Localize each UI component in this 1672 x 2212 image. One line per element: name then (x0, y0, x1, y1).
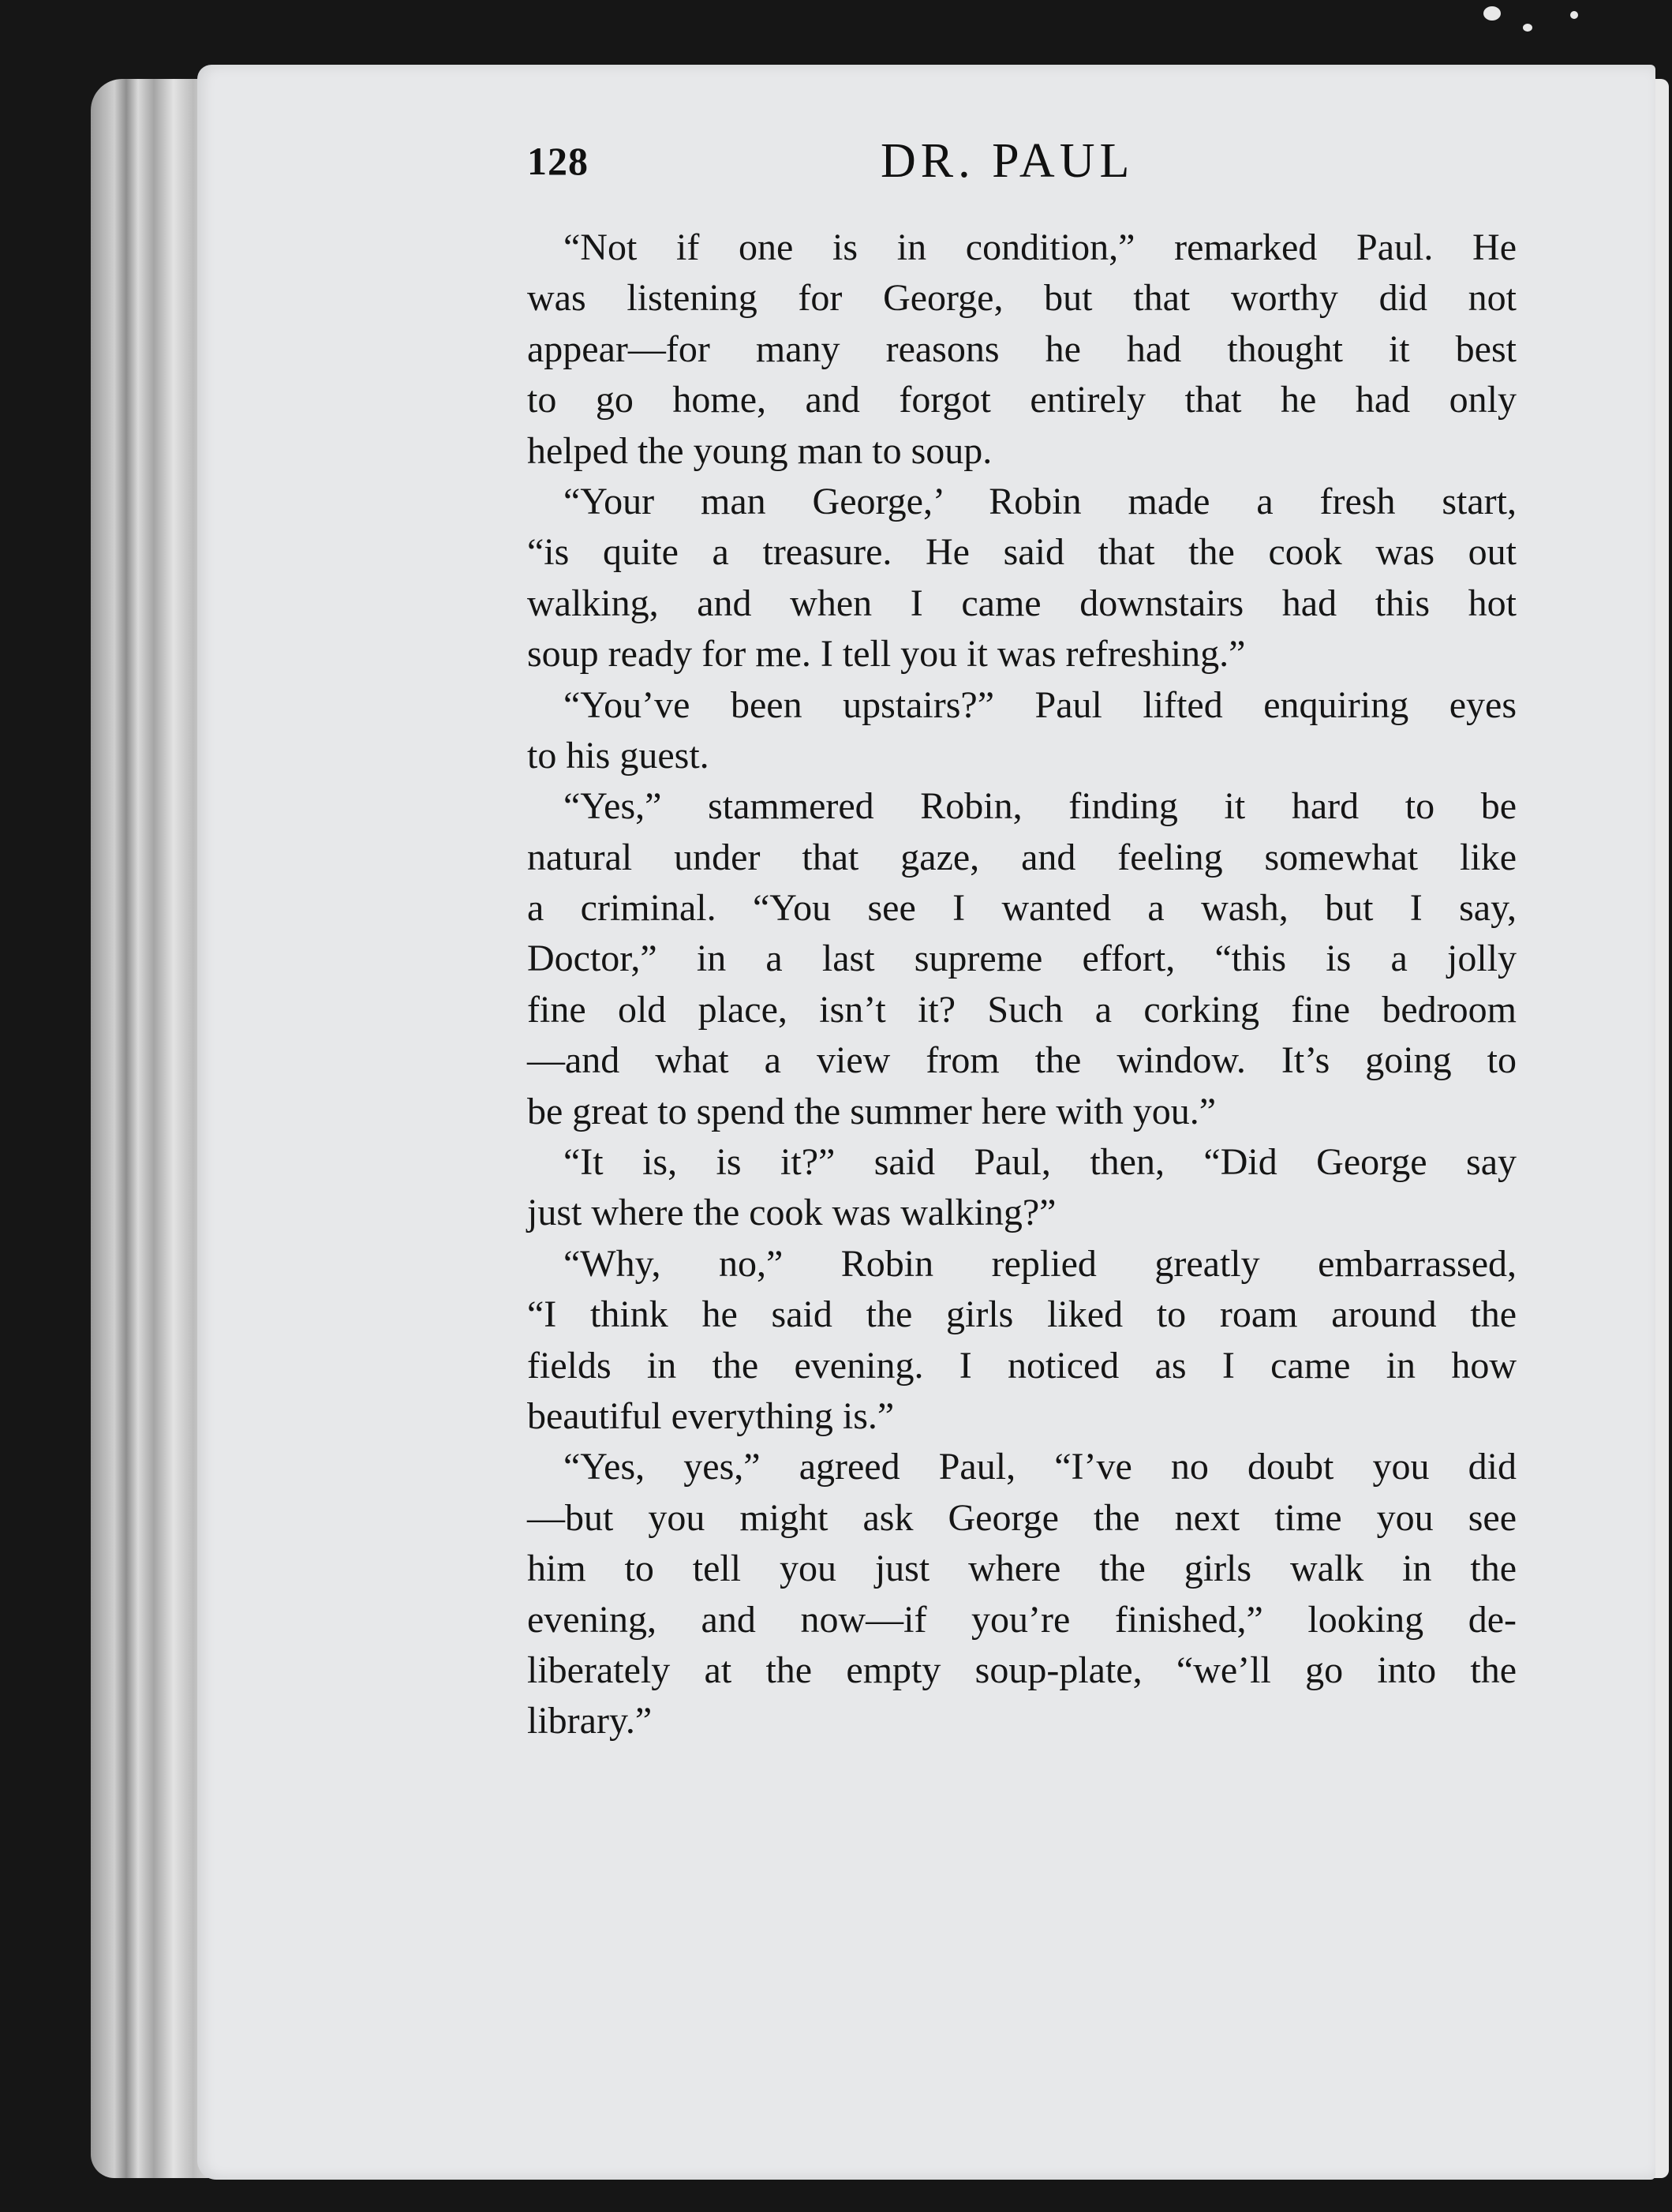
paragraph (527, 223, 1517, 477)
text-line: “is quite a treasure. He said that the cook was out (527, 531, 1517, 574)
paragraph (527, 680, 1517, 782)
text-line: library.” (527, 1700, 653, 1742)
running-head (527, 134, 1525, 193)
text-line: “Yes, yes,” agreed Paul, “I’ve no doubt you did (563, 1446, 1517, 1488)
text-line: to go home, and forgot entirely that he had only (527, 379, 1517, 421)
dust-speck (1523, 24, 1532, 32)
page-number: 128 (527, 139, 589, 183)
text-line: “Not if one is in condition,” remarked Paul. He (563, 226, 1517, 268)
text-line: walking, and when I came downstairs had this hot (527, 582, 1517, 624)
text-line: “Why, no,” Robin replied greatly embarrassed, (563, 1242, 1517, 1285)
body-text (527, 223, 1517, 1747)
text-line: beautiful everything is.” (527, 1394, 895, 1437)
paragraph (527, 1442, 1517, 1746)
text-line: fine old place, isn’t it? Such a corking fine bedroom (527, 988, 1517, 1031)
text-line: liberately at the empty soup-plate, “we’ll go into the (527, 1649, 1517, 1691)
paragraph (527, 781, 1517, 1137)
paragraph (527, 1137, 1517, 1239)
text-line: “It is, is it?” said Paul, then, “Did George say (563, 1141, 1517, 1184)
dust-speck (1483, 6, 1501, 21)
text-line: helped the young man to soup. (527, 429, 993, 472)
book-title: DR. PAUL (881, 134, 1135, 188)
text-line: “You’ve been upstairs?” Paul lifted enquiring eyes (563, 683, 1517, 726)
text-line: evening, and now—if you’re finished,” looking de- (527, 1598, 1517, 1641)
text-line: soup ready for me. I tell you it was refreshing.” (527, 633, 1246, 676)
text-line: —but you might ask George the next time you see (527, 1496, 1517, 1539)
text-line: —and what a view from the window. It’s going to (527, 1039, 1517, 1082)
text-line: fields in the evening. I noticed as I came in how (527, 1344, 1517, 1387)
text-line: to his guest. (527, 734, 709, 777)
text-line: natural under that gaze, and feeling somewhat like (527, 836, 1517, 878)
text-line: “Your man George,’ Robin made a fresh start, (563, 480, 1517, 522)
text-line: just where the cook was walking?” (527, 1192, 1057, 1234)
text-line: “Yes,” stammered Robin, finding it hard to be (563, 785, 1517, 828)
paragraph (527, 1239, 1517, 1443)
text-line: a criminal. “You see I wanted a wash, but I say, (527, 887, 1517, 930)
paragraph (527, 477, 1517, 680)
text-line: appear—for many reasons he had thought it best (527, 327, 1517, 370)
text-line: was listening for George, but that worthy did not (527, 277, 1517, 320)
text-line: “I think he said the girls liked to roam around the (527, 1293, 1517, 1336)
text-line: be great to spend the summer here with you.” (527, 1090, 1217, 1132)
text-line: Doctor,” in a last supreme effort, “this is a jolly (527, 938, 1517, 980)
dust-speck (1570, 11, 1578, 19)
text-line: him to tell you just where the girls walk in the (527, 1548, 1517, 1590)
